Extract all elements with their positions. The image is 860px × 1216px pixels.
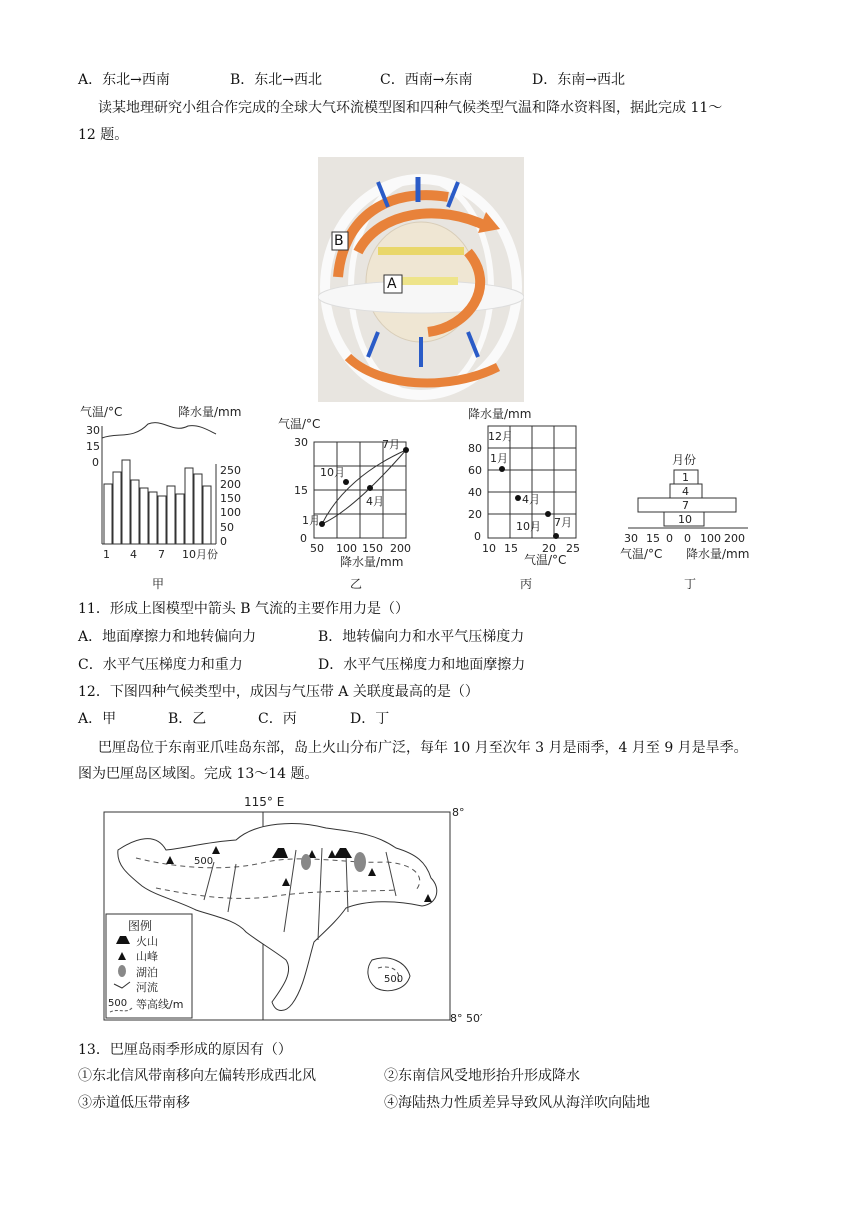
q10-option-c: C．西南→东南: [380, 72, 473, 88]
jia-precip-bars: [104, 460, 211, 544]
ding-right-label: 降水量/mm: [686, 547, 750, 561]
intro-11-12-line2: 12 题。: [78, 127, 129, 143]
bing-caption: 丙: [520, 577, 533, 591]
bing-y-tick: 80: [468, 442, 482, 455]
q12-option-a: A．甲: [78, 711, 117, 727]
jia-precip-tick: 200: [220, 478, 241, 491]
map-lon-label: 115° E: [244, 795, 285, 809]
jia-bar: [140, 488, 148, 544]
bing-y-tick: 20: [468, 508, 482, 521]
bing-x-tick: 10: [482, 542, 496, 555]
yi-y-tick: 15: [294, 484, 308, 497]
lake-icon: [301, 854, 311, 870]
q11-option-a: A．地面摩擦力和地转偏向力: [78, 629, 257, 645]
jia-bar: [158, 496, 166, 544]
bing-y-tick: 40: [468, 486, 482, 499]
ding-left-tick: 30: [624, 532, 638, 545]
q10-option-d: D．东南→西北: [532, 72, 625, 88]
legend-title: 图例: [128, 919, 153, 933]
jia-precip-tick: 50: [220, 521, 234, 534]
yi-point: [367, 485, 373, 491]
ding-month: 4: [682, 485, 689, 498]
bing-point-label: 1月: [490, 452, 508, 465]
lake-icon: [354, 852, 366, 872]
jia-caption: 甲: [152, 577, 165, 591]
q13-option-3: ③赤道低压带南移: [78, 1095, 190, 1111]
bing-xlabel: 气温/°C: [524, 553, 567, 567]
yi-y-tick: 30: [294, 436, 308, 449]
map-contour-label-islet: 500: [384, 974, 404, 985]
jia-month-tick: 7: [158, 548, 165, 561]
chart-bing: [462, 402, 602, 592]
yi-ylabel: 气温/°C: [278, 417, 321, 431]
yi-x-tick: 200: [390, 542, 411, 555]
q12-stem: 12．下图四种气候类型中，成因与气压带 A 关联度最高的是（）: [78, 684, 479, 700]
ding-top-label: 月份: [672, 453, 697, 467]
lake-icon: [118, 965, 126, 977]
yi-point-label: 7月: [382, 438, 400, 451]
ding-month: 1: [682, 471, 689, 484]
legend-item: 山峰: [136, 950, 158, 963]
ding-left-label: 气温/°C: [620, 547, 663, 561]
yi-point-label: 4月: [366, 495, 384, 508]
map-lat-bottom: 8° 50′: [450, 1012, 483, 1025]
bing-point: [553, 533, 559, 539]
yi-point-label: 10月: [320, 466, 345, 479]
ding-left-tick: 0: [666, 532, 673, 545]
q10-option-a: A．东北→西南: [78, 72, 170, 88]
circulation-model-photo: [318, 157, 524, 402]
jia-bar: [194, 474, 202, 544]
yi-caption: 乙: [350, 577, 363, 591]
yi-point-label: 1月: [302, 514, 320, 527]
q10-option-b: B．东北→西北: [230, 72, 323, 88]
q12-option-d: D．丁: [350, 711, 390, 727]
yi-x-tick: 50: [310, 542, 324, 555]
bing-ylabel: 降水量/mm: [468, 407, 532, 421]
jia-month-tick: 4: [130, 548, 137, 561]
chart-ding: [618, 448, 778, 598]
q13-option-2: ②东南信风受地形抬升形成降水: [384, 1068, 580, 1084]
model-label-b: B: [334, 233, 344, 249]
ding-right-tick: 100: [700, 532, 721, 545]
jia-bar: [104, 484, 112, 544]
q12-option-c: C．丙: [258, 711, 297, 727]
jia-bar: [131, 480, 139, 544]
bing-x-tick: 25: [566, 542, 580, 555]
ding-right-tick: 0: [684, 532, 691, 545]
bali-map: [96, 792, 496, 1028]
jia-temp-tick: 0: [92, 456, 99, 469]
q13-option-4: ④海陆热力性质差异导致风从海洋吹向陆地: [384, 1095, 650, 1111]
legend-item: 等高线/m: [136, 998, 184, 1011]
bing-point: [499, 466, 505, 472]
ding-month: 7: [682, 499, 689, 512]
jia-bar: [176, 494, 184, 544]
jia-month-tick: 1: [103, 548, 110, 561]
circulation-model-drawing: [318, 157, 524, 402]
jia-bar: [185, 468, 193, 544]
jia-bar: [203, 486, 211, 544]
intro-11-12-line1: 读某地理研究小组合作完成的全球大气环流模型图和四种气候类型气温和降水资料图，据此完成 11～: [98, 100, 723, 116]
legend-contour-value: 500: [108, 998, 128, 1009]
jia-bar: [149, 492, 157, 544]
bing-y-tick: 60: [468, 464, 482, 477]
q11-option-d: D．水平气压梯度力和地面摩擦力: [318, 657, 526, 673]
q13-option-1: ①东北信风带南移向左偏转形成西北风: [78, 1068, 316, 1084]
yi-x-tick: 150: [362, 542, 383, 555]
yi-point: [403, 447, 409, 453]
jia-precip-tick: 250: [220, 464, 241, 477]
bing-point: [545, 511, 551, 517]
chart-jia: [78, 404, 258, 594]
q11-stem: 11．形成上图模型中箭头 B 气流的主要作用力是（）: [78, 601, 410, 617]
q11-option-c: C．水平气压梯度力和重力: [78, 657, 243, 673]
jia-temp-tick: 15: [86, 440, 100, 453]
jia-bar: [167, 486, 175, 544]
jia-precip-tick: 150: [220, 492, 241, 505]
chart-yi: [278, 412, 428, 592]
yi-x-tick: 100: [336, 542, 357, 555]
yi-point: [343, 479, 349, 485]
bing-point-label: 12月: [488, 430, 513, 443]
bing-y-tick: 0: [474, 530, 481, 543]
jia-precip-tick: 0: [220, 535, 227, 548]
q13-stem: 13．巴厘岛雨季形成的原因有（）: [78, 1042, 292, 1058]
bing-point-label: 4月: [522, 493, 540, 506]
jia-ylabel-left: 气温/°C: [80, 405, 123, 419]
intro-13-14-line2: 图为巴厘岛区域图。完成 13～14 题。: [78, 766, 319, 782]
bing-point-label: 10月: [516, 520, 541, 533]
ding-month: 10: [678, 513, 692, 526]
bing-x-tick: 20: [542, 542, 556, 555]
jia-month-tick: 10月份: [182, 548, 218, 561]
bing-x-tick: 15: [504, 542, 518, 555]
legend-item: 河流: [136, 981, 158, 994]
jia-temp-tick: 30: [86, 424, 100, 437]
map-contour-label: 500: [194, 856, 214, 867]
ding-right-tick: 200: [724, 532, 745, 545]
jia-precip-tick: 100: [220, 506, 241, 519]
yi-y-tick: 0: [300, 532, 307, 545]
model-label-a: A: [387, 276, 397, 292]
q11-option-b: B．地转偏向力和水平气压梯度力: [318, 629, 525, 645]
bing-point: [515, 495, 521, 501]
jia-bar: [113, 472, 121, 544]
jia-bar: [122, 460, 130, 544]
map-lat-top: 8°: [452, 806, 465, 819]
q12-option-b: B．乙: [168, 711, 207, 727]
intro-13-14-line1: 巴厘岛位于东南亚爪哇岛东部，岛上火山分布广泛，每年 10 月至次年 3 月是雨季，4 月至 9 月是旱季。: [98, 740, 748, 756]
bing-point-label: 7月: [554, 516, 572, 529]
legend-item: 火山: [136, 935, 158, 948]
legend-item: 湖泊: [136, 966, 158, 979]
jia-ylabel-right: 降水量/mm: [178, 405, 242, 419]
ding-caption: 丁: [684, 577, 697, 591]
yi-xlabel: 降水量/mm: [340, 555, 404, 569]
ding-left-tick: 15: [646, 532, 660, 545]
